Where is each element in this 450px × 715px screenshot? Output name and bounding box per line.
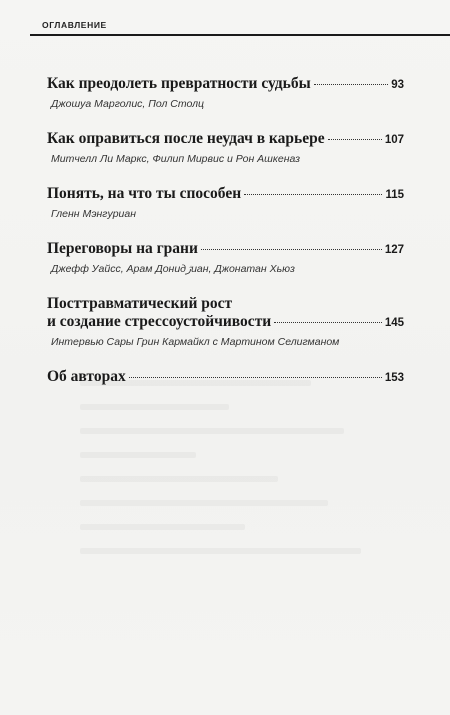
- dot-leader: [328, 139, 382, 140]
- toc-entry: [47, 130, 404, 165]
- toc-entry-title-line[interactable]: [47, 130, 404, 149]
- toc-entry-authors: Интервью Сары Грин Кармайкл с Мартином Селигманом: [51, 336, 340, 348]
- toc-entry: [47, 75, 404, 110]
- dot-leader: [274, 322, 382, 323]
- toc-entry-authors: Джефф Уайсс, Арам Донидژиан, Джонатан Хьюз: [51, 263, 295, 275]
- toc-entry-title: Переговоры на грани: [47, 240, 198, 257]
- toc-entry-page-number: 153: [384, 372, 404, 384]
- toc-entry-page-number: 107: [384, 134, 404, 146]
- toc-entry-title-first-line[interactable]: Посттравматический рост: [47, 295, 233, 312]
- toc-entry-title: Понять, на что ты способен: [47, 185, 242, 202]
- toc-entry-authors: Джошуа Марголис, Пол Столц: [51, 98, 205, 110]
- toc-entry-title-line[interactable]: [47, 240, 404, 259]
- toc-entry-title: Как оправиться после неудач в карьере: [47, 130, 325, 147]
- table-of-contents: [47, 75, 404, 407]
- header-rule: [30, 34, 450, 36]
- dot-leader: [314, 84, 389, 85]
- toc-entry-title-line[interactable]: [47, 185, 404, 204]
- toc-entry-authors: Митчелл Ли Маркс, Филип Мирвис и Рон Ашкеназ: [51, 153, 300, 165]
- toc-entry-page-number: 115: [385, 189, 404, 201]
- dot-leader: [244, 194, 382, 195]
- toc-entry: [47, 295, 404, 348]
- toc-entry: [47, 185, 404, 220]
- dot-leader: [201, 249, 382, 250]
- toc-entry-title-line[interactable]: [47, 75, 404, 94]
- dot-leader: [129, 377, 382, 378]
- toc-entry-title: Об авторах: [47, 368, 126, 385]
- toc-entry-page-number: 127: [384, 244, 404, 256]
- toc-entry-title: и создание стрессоустойчивости: [47, 313, 272, 330]
- toc-entry-title: Как преодолеть превратности судьбы: [47, 75, 311, 92]
- toc-entry-page-number: 93: [391, 79, 404, 91]
- bleed-through-shadow: [80, 380, 410, 680]
- toc-entry-title-line[interactable]: [47, 313, 404, 332]
- toc-entry-page-number: 145: [384, 317, 404, 329]
- toc-entry-authors: Гленн Мэнгуриан: [51, 208, 137, 220]
- running-head: ОГЛАВЛЕНИЕ: [42, 20, 107, 30]
- toc-entry: [47, 240, 404, 275]
